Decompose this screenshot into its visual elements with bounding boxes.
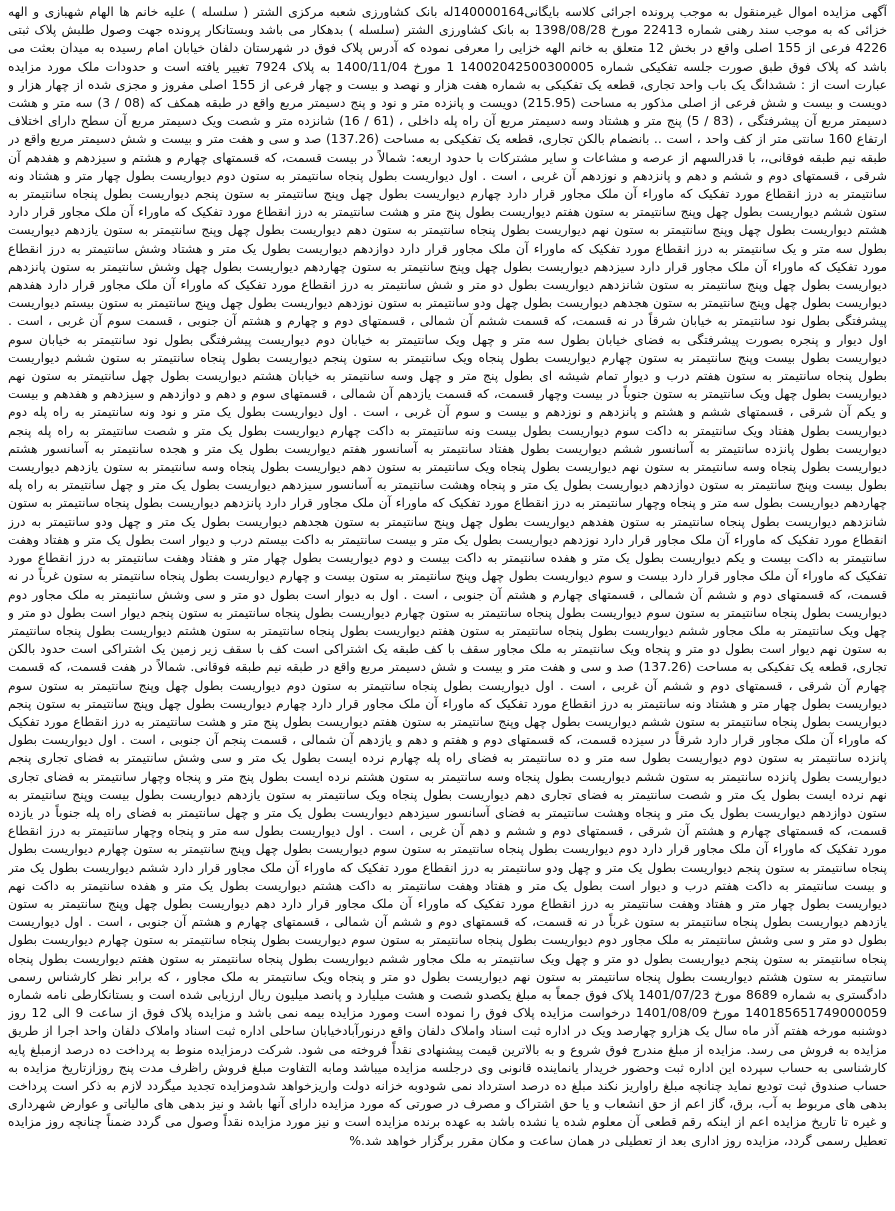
auction-notice-text: آگهی مزایده اموال غیرمنقول به موجب پرونده اجرائی کلاسه بایگانی140000164له بانک کشاورزی شعبه مرکزی الشتر ( سلسله ) علیه خانم ها الهام شهبازی و الهه خزائی که به موجب سند رهنی شماره 22413 مورخ 1398/08/28 به بانک کشاورزی الشتر (سلسله ) بدهکار می باشد وبستانکار پرونده جهت وصول طلبش پلاک ثبتی 4226 فرعی از 155 اصلی واقع در بخش 12 متعلق به خانم الهه خزایی را معرفی نموده که آدرس پلاک فوق در شهرستان دلفان خیابان امام رسیده به میدان بعثت می باشد که پلاک فوق طبق صورت جلسه تفکیکی شماره 14002042500300005 1 مورخ 1400/11/04 به پلاک 7924 تغییر یافته است و حدودات ملک مورد مزایده عبارت است از : ششدانگ یک باب واحد تجاری، قطعه یک تفکیکی به شماره هفت هزار و نهصد و بیست و چهار فرعی از 155 اصلی مفروز و مجزی شده از چهار هزار و دویست و بیست و شش فرعی از اصلی مذکور به مساحت (215.95) دویست و پانزده متر و نود و پنج دسیمتر مربع واقع در طبقه همکف که (08 / 3) سه متر و هشت دسیمتر مربع آن پیشرفتگی ، (83 / 5) پنج متر و هشتاد وسه دسیمتر مربع آن راه پله داخلی ، (61 / 16) شانزده متر و شصت ویک دسیمتر مربع آن سطح دارای اختلاف ارتفاع 160 سانتی متر از کف واحد ، است .. بانضمام بالکن تجاری، قطعه یک تفکیکی به مساحت (137.26) صد و سی و هفت متر و بیست و شش دسیمتر مربع واقع در طبقه نیم طبقه فوقانی،، با قدرالسهم از عرصه و مشاعات و سایر مشترکات با حدود اربعه: شمالاً در بیست قسمت، که قسمتهای چهارم و هشتم و سیزدهم و هفدهم آن شرقی ، قسمتهای دوم و ششم و دهم و پانزدهم و نوزدهم آن غربی ، است . اول دیواریست بطول پنجاه سانتیمتر به ستون دوم دیواریست بطول چهار متر و هشتاد ونه سانتیمتر به درز انقطاع مورد تفکیک که ماوراء آن ملک مجاور قرار دارد چهارم دیواریست بطول چهل وپنج سانتیمتر به ستون پنجم دیواریست بطول پنجاه سانتیمتر به ستون ششم دیواریست بطول چهل وپنج سانتیمتر به ستون هفتم دیواریست بطول پنج متر و هشت سانتیمتر به درز انقطاع مورد تفکیک که ماوراء آن ملک مجاور قرار دارد هشتم دیواریست بطول چهل وپنج سانتیمتر به ستون نهم دیواریست بطول پنجاه سانتیمتر به ستون دهم دیواریست بطول چهل وپنج سانتیمتر به ستون یازدهم دیواریست بطول سه متر و یک سانتیمتر به درز انقطاع مورد تفکیک که ماوراء آن ملک مجاور قرار دارد دوازدهم دیواریست بطول یک متر و هشتاد وشش سانتیمتر به درز انقطاع مورد تفکیک که ماوراء آن ملک مجاور قرار دارد سیزدهم دیواریست بطول چهل وپنج سانتیمتر به ستون چهاردهم دیواریست بطول چهل وشش سانتیمتر به ستون پانزدهم دیواریست بطول چهل وپنج سانتیمتر به ستون شانزدهم دیواریست بطول دو متر و شش سانتیمتر به درز انقطاع مورد تفکیک که ماوراء آن ملک مجاور قرار دارد هفدهم دیواریست بطول چهل وپنج سانتیمتر به ستون هجدهم دیواریست بطول چهل ودو سانتیمتر به ستون نوزدهم دیواریست بطول چهل وپنج سانتیمتر به ستون بیستم دیواریست پیشرفتگی بطول نود سانتیمتر به خیابان شرقاً در نه قسمت، که قسمت ششم آن شمالی ، قسمتهای دوم و چهارم و هشتم آن جنوبی ، قسمت سوم آن غربی ، است . اول دیوار و پنجره بصورت پیشرفتگی به فضای خیابان بطول سه متر و چهل ویک سانتیمتر به خیابان دوم دیواریست پیشرفتگی بطول نود سانتیمتر به خیابان سوم دیواریست بطول بیست وپنج سانتیمتر به ستون چهارم دیواریست بطول پنجاه ویک سانتیمتر به ستون پنجم دیواریست بطول پنجاه سانتیمتر به ستون ششم دیواریست بطول پنجاه سانتیمتر به ستون هفتم درب و دیوار تمام شیشه ای بطول پنج متر و چهل وسه سانتیمتر به خیابان هشتم دیواریست بطول چهل سانتیمتر به ستون نهم دیواریست بطول چهل ویک سانتیمتر به ستون جنوباً در بیست وچهار قسمت، که قسمت یازدهم آن شمالی ، قسمتهای سوم و دهم و دوازدهم و سیزدهم و هفدهم و بیست و یکم آن شرقی ، قسمتهای ششم و هشتم و پانزدهم و نوزدهم و بیست و سوم آن غربی ، است . اول دیواریست بطول یک متر و نود ونه سانتیمتر به راه پله دوم دیواریست بطول هفتاد ویک سانتیمتر به داکت سوم دیواریست بطول بیست ونه سانتیمتر به داکت چهارم دیواریست بطول یک متر و شصت سانتیمتر به راه پله پنجم دیواریست بطول پانزده سانتیمتر به آسانسور ششم دیواریست بطول هفتاد سانتیمتر به آسانسور هفتم دیواریست بطول یک متر و هجده سانتیمتر به آسانسور هشتم دیواریست بطول پنجاه وسه سانتیمتر به ستون نهم دیواریست بطول پنجاه ویک سانتیمتر به ستون دهم دیواریست بطول پنجاه وسه سانتیمتر به ستون یازدهم دیواریست بطول بیست وپنج سانتیمتر به ستون دوازدهم دیواریست بطول یک متر و پنجاه وهشت سانتیمتر به آسانسور سیزدهم دیواریست بطول یک متر و چهل سانتیمتر به راه پله چهاردهم دیواریست بطول سه متر و پنجاه وچهار سانتیمتر به درز انقطاع مورد تفکیک که ماوراء آن ملک مجاور قرار دارد پانزدهم دیواریست بطول پنجاه سانتیمتر به ستون شانزدهم دیواریست بطول پنجاه سانتیمتر به ستون هفدهم دیواریست بطول چهل وپنج سانتیمتر به ستون هجدهم دیواریست بطول یک متر و چهل ودو سانتیمتر به درز انقطاع مورد تفکیک که ماوراء آن ملک مجاور قرار دارد نوزدهم دیواریست بطول یک متر و بیست سانتیمتر به داکت بیستم درب و دیوار است بطول یک متر و هفتاد وهفت سانتیمتر به داکت بیست و یکم دیواریست بطول یک متر و هفده سانتیمتر به داکت بیست و دوم دیواریست بطول چهار متر و هفتاد وهفت سانتیمتر به درز انقطاع مورد تفکیک که ماوراء آن ملک مجاور قرار دارد بیست و سوم دیواریست بطول چهل وپنج سانتیمتر به ستون بیست و چهارم دیواریست بطول پنجاه سانتیمتر به ستون غرباً در نه قسمت، که قسمتهای دوم و ششم آن شمالی ، قسمتهای چهارم و هشتم آن جنوبی ، است . اول به دیوار است بطول دو متر و سی وشش سانتیمتر به ملک مجاور دوم دیواریست بطول پنجاه سانتیمتر به ستون سوم دیواریست بطول پنجاه سانتیمتر به ستون چهارم دیواریست بطول پنجاه سانتیمتر به ستون پنجم دیوار است بطول دو متر و چهل ویک سانتیمتر به ملک مجاور ششم دیواریست بطول پنجاه سانتیمتر به ستون هفتم دیواریست بطول پنجاه سانتیمتر به ستون هشتم دیواریست بطول پنجاه سانتیمتر به ستون نهم دیوار است بطول دو متر و پنجاه ویک سانتیمتر به ملک مجاور سقف با کف طبقه یک اشتراکی است کف با سقف زیر زمین یک اشتراکی است حدود بالکن تجاری، قطعه یک تفکیکی به مساحت (137.26) صد و سی و هفت متر و بیست و شش دسیمتر مربع واقع در طبقه نیم طبقه فوقانی. شمالاً در هفت قسمت، که قسمت چهارم آن شرقی ، قسمتهای دوم و ششم آن غربی ، است . اول دیواریست بطول پنجاه سانتیمتر به ستون دوم دیواریست بطول چهل وپنج سانتیمتر به ستون سوم دیواریست بطول چهار متر و هشتاد ونه سانتیمتر به درز انقطاع مورد تفکیک که ماوراء آن ملک مجاور قرار دارد چهارم دیواریست بطول چهل وپنج سانتیمتر به ستون پنجم دیواریست بطول پنجاه سانتیمتر به ستون ششم دیواریست بطول چهل وپنج سانتیمتر به ستون هفتم دیواریست بطول پنج متر و هشت سانتیمتر به درز انقطاع مورد تفکیک که ماوراء آن ملک مجاور قرار دارد شرقاً در سیزده قسمت، که قسمتهای دوم و هفتم و دهم و یازدهم آن شمالی ، قسمت پنجم آن جنوبی ، است . اول دیواریست بطول پانزده سانتیمتر به ستون دوم دیواریست بطول سه متر و ده سانتیمتر به فضای راه پله چهارم نرده ایست بطول یک متر و سی وشش سانتیمتر به فضای تجاری پنجم دیواریست بطول پانزده سانتیمتر به ستون ششم دیواریست بطول پنجاه وسه سانتیمتر به ستون هشتم نرده ایست بطول پنج متر و پنجاه وچهار سانتیمتر به فضای تجاری نهم نرده ایست بطول یک متر و شصت سانتیمتر به فضای تجاری دهم دیواریست بطول پنجاه ویک سانتیمتر به ستون یازدهم دیواریست بطول بیست وپنج سانتیمتر به ستون دوازدهم دیواریست بطول یک متر و پنجاه وهشت سانتیمتر به فضای آسانسور سیزدهم دیواریست بطول یک متر و چهل سانتیمتر به فضای راه پله جنوباً در یازده قسمت، که قسمتهای چهارم و هشتم آن شرقی ، قسمتهای دوم و ششم و دهم آن غربی ، است . اول دیواریست بطول سه متر و پنجاه وچهار سانتیمتر به درز انقطاع مورد تفکیک که ماوراء آن ملک مجاور قرار دارد دوم دیواریست بطول پنجاه سانتیمتر به ستون سوم دیواریست بطول چهل وپنج سانتیمتر به ستون چهارم دیواریست بطول پنجاه سانتیمتر به ستون پنجم دیواریست بطول یک متر و چهل ودو سانتیمتر به درز انقطاع مورد تفکیک که ماوراء آن ملک مجاور قرار دارد ششم دیواریست بطول یک متر و بیست سانتیمتر به داکت هفتم درب و دیوار است بطول یک متر و هفتاد وهفت سانتیمتر به داکت هشتم دیواریست بطول یک متر و هفده سانتیمتر به داکت نهم دیواریست بطول چهار متر و هفتاد وهفت سانتیمتر به درز انقطاع مورد تفکیک که ماوراء آن ملک مجاور قرار دارد دهم دیواریست بطول چهل وپنج سانتیمتر به ستون یازدهم دیواریست بطول پنجاه سانتیمتر به ستون غرباً در نه قسمت، که قسمتهای دوم و ششم آن شمالی ، قسمتهای چهارم و هشتم آن جنوبی ، است . اول دیواریست بطول دو متر و سی وشش سانتیمتر به ملک مجاور دوم دیواریست بطول پنجاه سانتیمتر به ستون سوم دیواریست بطول پنجاه سانتیمتر به ستون چهارم دیواریست بطول پنجاه سانتیمتر به ستون پنجم دیواریست بطول دو متر و چهل ویک سانتیمتر به ملک مجاور ششم دیواریست بطول پنجاه سانتیمتر به ستون هفتم دیواریست بطول پنجاه سانتیمتر به ستون هشتم دیواریست بطول پنجاه سانتیمتر به ستون نهم دیواریست بطول دو متر و پنجاه ویک سانتیمتر به ملک مجاور ، که برابر نظر کارشناس رسمی دادگستری به شماره 8689 مورخ 1401/07/23 پلاک فوق جمعاً به مبلغ یکصدو شصت و هشت میلیارد و پانصد میلیون ریال ارزیابی شده است و بستانکارطی نامه شماره 140185651749000059 مورخ 1401/08/09 درخواست مزایده پلاک فوق را نموده است ومورد مزایده بیمه نمی باشد و مزایده پلاک فوق از ساعت 9 الی 12 روز دوشنبه مورخه هفتم آذر ماه سال یک هزارو چهارصد ویک در اداره ثبت اسناد واملاک دلفان واقع درنورآبادخیابان ساحلی اداره ثبت اسناد واملاک دلفان واحد اجرا از طریق مزایده به فروش می رسد. مزایده از مبلغ مندرج فوق شروع و به بالاترین قیمت پیشنهادی نقداً فروخته می شود. شرکت درمزایده منوط به پرداخت ده درصد ازمبلغ پایه کارشناسی به حساب سپرده این اداره ثبت وحضور خریدار یانماینده قانونی وی درجلسه مزایده میباشد ومابه التفاوت مبلغ فروش راظرف مدت پنج روزازتاریخ مزایده به حساب صندوق ثبت تودیع نماید چنانچه مبلغ راواریز نکند مبلغ ده درصد استرداد نمی شودوبه خزانه دولت واریزخواهد شدومزایده تجدید میگردد لازم به ذکر است پرداخت بدهی های مربوط به آب، برق، گاز اعم از حق انشعاب و یا حق اشتراک و مصرف در صورتی که مورد مزایده دارای آنها باشد و نیز بدهی های مالیاتی و عوارض شهرداری و غیره تا تاریخ مزایده اعم از اینکه رقم قطعی آن معلوم شده یا نشده باشد به عهده برنده مزایده است و نیز مورد مزایده نقداً وصول می گردد ضمناً چنانچه روز مزایده تعطیل رسمی گردد، مزایده روز اداری بعد از تعطیلی در همان ساعت و مکان مقرر برگزار خواهد شد.% xyxy=(8,4,887,1148)
